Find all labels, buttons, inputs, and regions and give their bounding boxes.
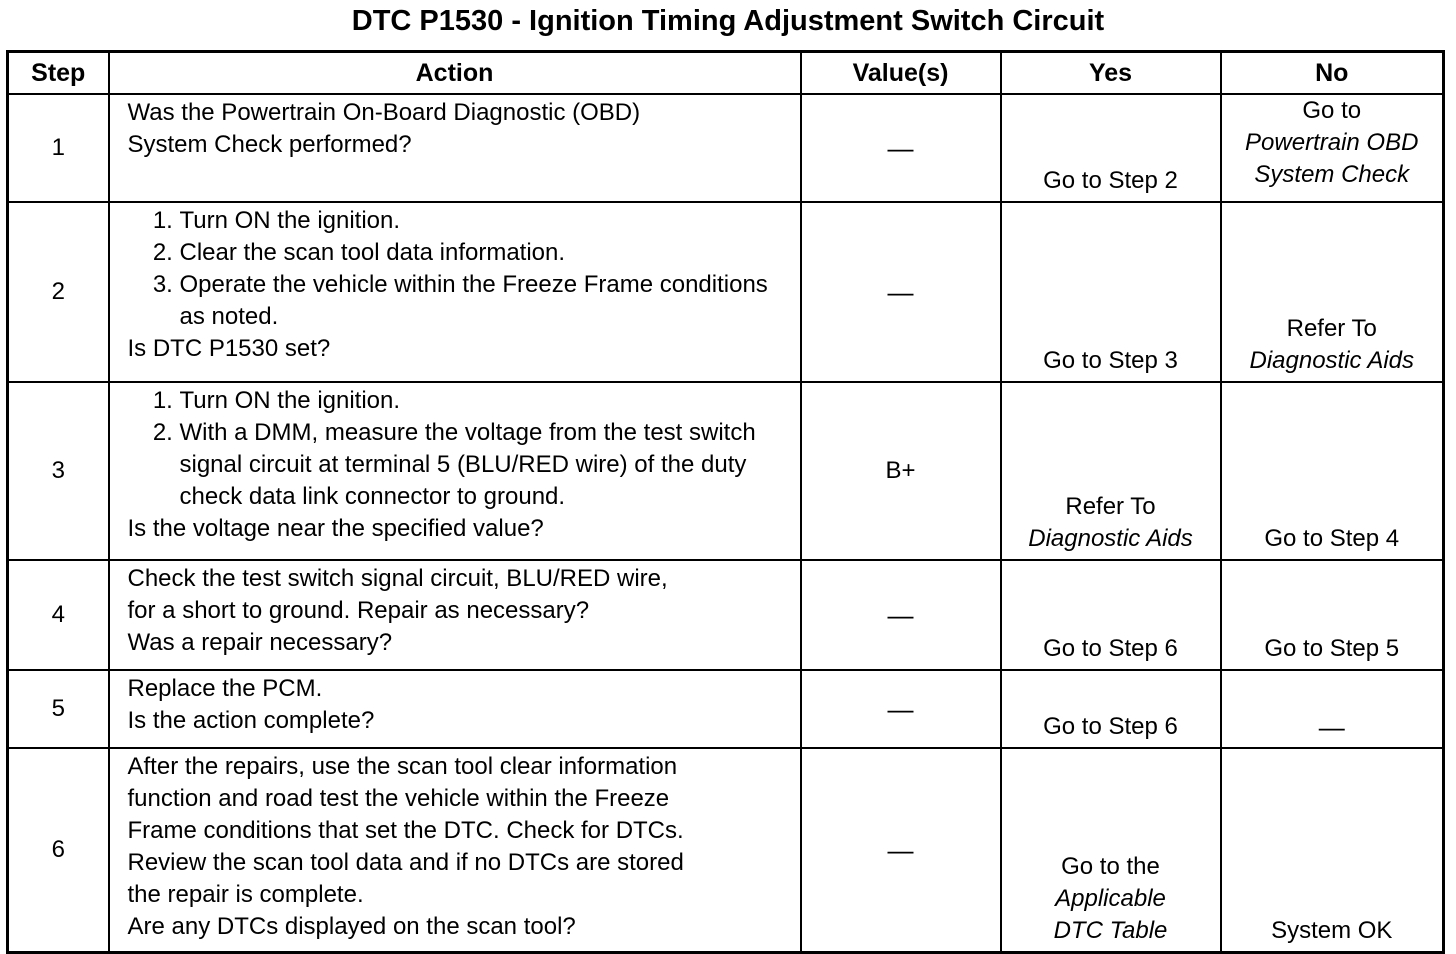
action-line: function and road test the vehicle within the Freeze [127, 785, 670, 812]
action-line: Is the action complete? [127, 707, 375, 734]
no-cell: — [1221, 670, 1444, 748]
step-number: 3 [8, 382, 109, 560]
table-row [8, 670, 1444, 748]
action-list [128, 205, 788, 333]
yes-cell: Go to Step 2 [1001, 94, 1221, 202]
no-prefix: Refer To [1286, 315, 1377, 342]
yes-prefix: Refer To [1065, 493, 1156, 520]
page-title: DTC P1530 - Ignition Timing Adjustment Switch Circuit [351, 5, 1105, 37]
action-line: Are any DTCs displayed on the scan tool? [127, 913, 576, 940]
no-cell: Go to Step 4 [1221, 382, 1444, 560]
action-item: 2. Clear the scan tool data information. [180, 237, 788, 269]
header-no: No [1221, 52, 1444, 95]
action-list [128, 385, 788, 513]
action-item: 1. Turn ON the ignition. [180, 205, 788, 237]
no-reference: Diagnostic Aids [1249, 347, 1415, 374]
action-cell [109, 382, 801, 560]
action-line: the repair is complete. [127, 881, 364, 908]
no-cell [1221, 94, 1444, 202]
table-row [8, 94, 1444, 202]
action-question: Is the voltage near the specified value? [127, 515, 544, 542]
no-reference: System Check [1254, 161, 1410, 188]
header-values: Value(s) [801, 52, 1001, 95]
yes-reference: DTC Table [1053, 917, 1168, 944]
value-cell: — [801, 560, 1001, 670]
no-cell: System OK [1221, 748, 1444, 953]
no-prefix: Go to [1302, 97, 1362, 124]
header-yes: Yes [1001, 52, 1221, 95]
action-line: Frame conditions that set the DTC. Check for DTCs. [127, 817, 684, 844]
value-cell: — [801, 670, 1001, 748]
action-cell [109, 94, 801, 202]
step-number: 6 [8, 748, 109, 953]
table-row [8, 202, 1444, 382]
no-reference: Powertrain OBD [1245, 129, 1419, 156]
action-item: 1. Turn ON the ignition. [180, 385, 788, 417]
action-line: for a short to ground. Repair as necessary? [127, 597, 590, 624]
no-cell: Go to Step 5 [1221, 560, 1444, 670]
header-step: Step [8, 52, 109, 95]
table-row [8, 382, 1444, 560]
table-header-row [8, 52, 1444, 95]
action-line: System Check performed? [127, 131, 412, 158]
value-cell: — [801, 94, 1001, 202]
step-number: 2 [8, 202, 109, 382]
table-row [8, 748, 1444, 953]
action-cell [109, 748, 801, 953]
action-item: 2. With a DMM, measure the voltage from the test switch signal circuit at terminal 5 (BLU/RED wire) of the duty check data link connector to ground. [180, 417, 788, 513]
action-item: 3. Operate the vehicle within the Freeze Frame conditions as noted. [180, 269, 788, 333]
value-cell: B+ [801, 382, 1001, 560]
yes-cell: Go to Step 6 [1001, 670, 1221, 748]
table-row [8, 560, 1444, 670]
action-line: Was a repair necessary? [127, 629, 393, 656]
action-line: After the repairs, use the scan tool clear information [127, 753, 678, 780]
yes-reference: Applicable [1055, 885, 1166, 912]
yes-cell [1001, 382, 1221, 560]
action-cell [109, 560, 801, 670]
action-question: Is DTC P1530 set? [127, 335, 331, 362]
yes-cell [1001, 748, 1221, 953]
diagnostic-table [6, 50, 1445, 954]
yes-cell: Go to Step 3 [1001, 202, 1221, 382]
step-number: 5 [8, 670, 109, 748]
action-line: Was the Powertrain On-Board Diagnostic (OBD) [127, 99, 641, 126]
step-number: 1 [8, 94, 109, 202]
yes-cell: Go to Step 6 [1001, 560, 1221, 670]
no-cell [1221, 202, 1444, 382]
yes-prefix: Go to the [1061, 853, 1160, 880]
yes-reference: Diagnostic Aids [1028, 525, 1193, 552]
value-cell: — [801, 202, 1001, 382]
header-action: Action [109, 52, 801, 95]
step-number: 4 [8, 560, 109, 670]
action-line: Review the scan tool data and if no DTCs are stored [127, 849, 684, 876]
action-cell [109, 670, 801, 748]
value-cell: — [801, 748, 1001, 953]
action-line: Replace the PCM. [127, 675, 323, 702]
action-line: Check the test switch signal circuit, BLU/RED wire, [127, 565, 668, 592]
action-cell [109, 202, 801, 382]
